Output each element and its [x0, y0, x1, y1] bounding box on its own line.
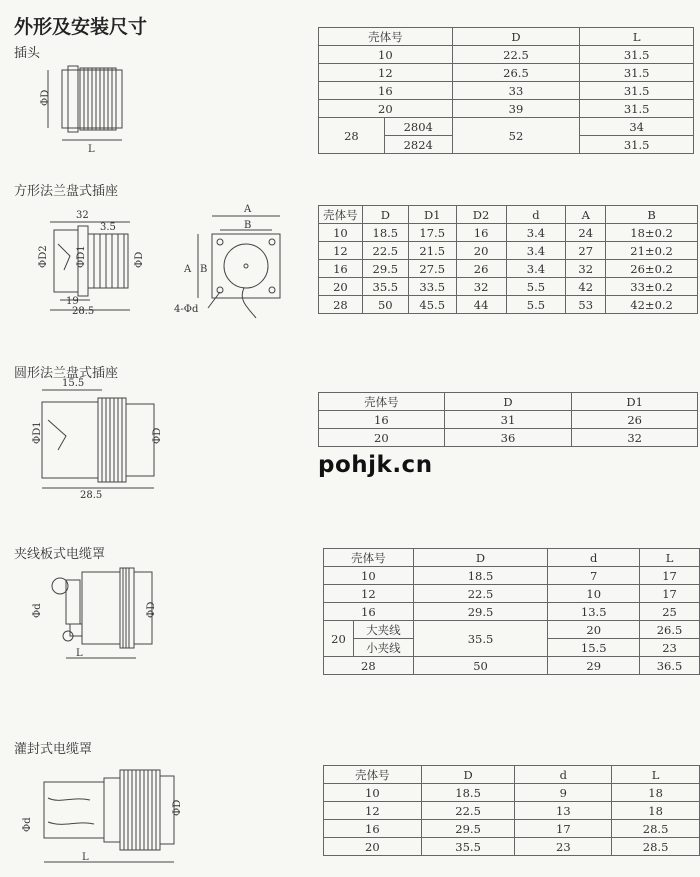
- table-cell: 25: [640, 603, 700, 621]
- section-label-square-socket: 方形法兰盘式插座: [14, 184, 119, 199]
- table-cell: 29.5: [421, 820, 515, 838]
- table-cell: 26: [572, 411, 698, 429]
- table-cell: D1: [408, 206, 456, 224]
- table-cell: 36.5: [640, 657, 700, 675]
- table-row: [324, 784, 700, 802]
- table-cell: 18.5: [413, 567, 548, 585]
- table-cell: 28: [319, 296, 363, 314]
- table-cell: D: [413, 549, 548, 567]
- table-cell: 34: [580, 118, 694, 136]
- table-cell: 12: [319, 64, 453, 82]
- table-header-row: [324, 766, 700, 784]
- table-cell: 12: [324, 802, 422, 820]
- table-cell: 26±0.2: [606, 260, 698, 278]
- table-cell: 52: [452, 118, 580, 154]
- table-row: [324, 585, 700, 603]
- table-cell: 31.5: [580, 100, 694, 118]
- table-cell: 壳体号: [319, 393, 445, 411]
- dim-dd: ΦD: [146, 601, 157, 618]
- square-socket-front-drawing: [172, 200, 292, 325]
- table-cell: 18: [612, 784, 700, 802]
- table-cell: 50: [362, 296, 408, 314]
- table-cell: 31.5: [580, 136, 694, 154]
- dim-b-top: B: [244, 220, 252, 231]
- dim-dd: ΦD: [172, 799, 183, 816]
- table-cell: 18: [612, 802, 700, 820]
- dim-d1: ΦD1: [32, 421, 43, 444]
- table-cell: 32: [572, 429, 698, 447]
- table-row: [324, 621, 700, 639]
- table-cell: 16: [324, 603, 414, 621]
- table-cell: 53: [566, 296, 606, 314]
- dim-d: ΦD: [152, 427, 163, 444]
- table-cell: 17.5: [408, 224, 456, 242]
- table-cell: 33±0.2: [606, 278, 698, 296]
- table-cell: D: [362, 206, 408, 224]
- dim-holes: 4-Φd: [174, 304, 199, 315]
- table-cell: B: [606, 206, 698, 224]
- table-cell: 22.5: [362, 242, 408, 260]
- table-cell: 28: [319, 118, 385, 154]
- page-title: 外形及安装尺寸: [14, 16, 148, 38]
- table-cell: 28.5: [612, 820, 700, 838]
- table-cell: 3.4: [506, 260, 566, 278]
- round-socket-drawing: [22, 376, 182, 501]
- plug-dim-d: ΦD: [40, 89, 51, 106]
- table-cell: A: [566, 206, 606, 224]
- table-cell: 3.4: [506, 242, 566, 260]
- table-cell: 7: [548, 567, 640, 585]
- table-cell: 35.5: [421, 838, 515, 856]
- dim-a-side: A: [184, 264, 192, 275]
- square-socket-side-drawing: [30, 200, 160, 325]
- dim-d: Φd: [22, 817, 33, 832]
- dim-b-side: B: [200, 264, 208, 275]
- table-cell: 20: [324, 621, 354, 657]
- dim-d: ΦD: [134, 251, 145, 268]
- table-cell: 50: [413, 657, 548, 675]
- table-cell: 壳体号: [324, 549, 414, 567]
- table-cell: 28.5: [612, 838, 700, 856]
- potted-cover-table: [323, 765, 700, 856]
- table-row: [319, 118, 694, 136]
- table-cell: 31.5: [580, 46, 694, 64]
- table-cell: 壳体号: [319, 206, 363, 224]
- clamp-cover-drawing: [26, 562, 166, 672]
- table-row: [324, 838, 700, 856]
- header-cell: L: [580, 28, 694, 46]
- table-header-row: [319, 393, 698, 411]
- table-cell: 16: [324, 820, 422, 838]
- table-row: [324, 820, 700, 838]
- table-cell: D2: [456, 206, 506, 224]
- table-cell: 13.5: [548, 603, 640, 621]
- table-cell: 3.4: [506, 224, 566, 242]
- table-row: [319, 296, 698, 314]
- table-cell: 32: [456, 278, 506, 296]
- table-row: [319, 429, 698, 447]
- plug-drawing: [30, 60, 160, 155]
- table-row: [324, 567, 700, 585]
- table-cell: d: [548, 549, 640, 567]
- table-row: [319, 64, 694, 82]
- table-cell: 16: [456, 224, 506, 242]
- table-cell: 35.5: [413, 621, 548, 657]
- table-row: [324, 603, 700, 621]
- table-cell: 16: [319, 260, 363, 278]
- round-socket-table: [318, 392, 698, 447]
- dim-a-top: A: [244, 204, 252, 215]
- table-cell: 39: [452, 100, 580, 118]
- plug-dim-l: L: [88, 144, 95, 155]
- dim-28-5: 28.5: [80, 490, 103, 501]
- table-cell: 5.5: [506, 278, 566, 296]
- table-cell: 42±0.2: [606, 296, 698, 314]
- table-cell: 20: [456, 242, 506, 260]
- table-header-row: [324, 549, 700, 567]
- table-cell: 24: [566, 224, 606, 242]
- table-cell: 45.5: [408, 296, 456, 314]
- table-cell: 31.5: [580, 64, 694, 82]
- table-row: [319, 260, 698, 278]
- table-row: [324, 802, 700, 820]
- table-cell: 5.5: [506, 296, 566, 314]
- table-cell: 22.5: [452, 46, 580, 64]
- table-cell: 10: [548, 585, 640, 603]
- plug-table: [318, 27, 694, 154]
- table-cell: 18±0.2: [606, 224, 698, 242]
- table-cell: 20: [319, 429, 445, 447]
- dim-3-5: 3.5: [100, 222, 116, 233]
- table-cell: 21.5: [408, 242, 456, 260]
- watermark: pohjk.cn: [318, 452, 433, 478]
- dim-d: Φd: [32, 603, 43, 618]
- table-row: [324, 657, 700, 675]
- dim-l: L: [82, 852, 89, 863]
- table-cell: 10: [319, 46, 453, 64]
- table-cell: 17: [515, 820, 612, 838]
- table-cell: D1: [572, 393, 698, 411]
- table-cell: 29.5: [413, 603, 548, 621]
- table-cell: 大夹线: [353, 621, 413, 639]
- table-row: [319, 82, 694, 100]
- table-cell: 9: [515, 784, 612, 802]
- table-cell: 33: [452, 82, 580, 100]
- table-cell: 29.5: [362, 260, 408, 278]
- table-cell: 2804: [384, 118, 452, 136]
- section-label-round-socket: 圆形法兰盘式插座: [14, 366, 119, 381]
- header-cell: D: [452, 28, 580, 46]
- table-cell: 31.5: [580, 82, 694, 100]
- table-cell: 44: [456, 296, 506, 314]
- table-row: [319, 242, 698, 260]
- table-cell: 20: [548, 621, 640, 639]
- dim-d2: ΦD2: [38, 245, 49, 268]
- table-cell: D: [444, 393, 572, 411]
- table-cell: D: [421, 766, 515, 784]
- table-cell: 23: [515, 838, 612, 856]
- table-cell: 20: [319, 278, 363, 296]
- square-socket-table: [318, 205, 698, 314]
- table-cell: 27.5: [408, 260, 456, 278]
- dim-15-5: 15.5: [62, 378, 85, 389]
- dim-l: L: [76, 648, 83, 659]
- table-cell: 17: [640, 567, 700, 585]
- table-cell: 36: [444, 429, 572, 447]
- dim-d1: ΦD1: [76, 245, 87, 268]
- table-cell: 27: [566, 242, 606, 260]
- table-cell: 33.5: [408, 278, 456, 296]
- table-cell: 26: [456, 260, 506, 278]
- table-row: [319, 224, 698, 242]
- table-row: [319, 46, 694, 64]
- section-label-clamp-cover: 夹线板式电缆罩: [14, 547, 106, 562]
- table-cell: 20: [324, 838, 422, 856]
- table-cell: L: [612, 766, 700, 784]
- table-cell: 26.5: [452, 64, 580, 82]
- table-cell: 16: [319, 411, 445, 429]
- table-cell: 壳体号: [324, 766, 422, 784]
- table-row: [319, 100, 694, 118]
- table-row: [319, 411, 698, 429]
- table-cell: 18.5: [362, 224, 408, 242]
- table-cell: d: [506, 206, 566, 224]
- table-cell: 15.5: [548, 639, 640, 657]
- dim-32: 32: [76, 210, 89, 221]
- table-cell: 12: [324, 585, 414, 603]
- table-cell: 17: [640, 585, 700, 603]
- table-cell: 29: [548, 657, 640, 675]
- table-cell: 10: [324, 567, 414, 585]
- table-cell: 小夹线: [353, 639, 413, 657]
- table-cell: 28: [324, 657, 414, 675]
- table-cell: 35.5: [362, 278, 408, 296]
- clamp-cover-table: [323, 548, 700, 675]
- header-cell: 壳体号: [319, 28, 453, 46]
- dim-28-5: 28.5: [72, 306, 95, 317]
- dim-19: 19: [66, 296, 79, 307]
- table-cell: 20: [319, 100, 453, 118]
- table-row: [319, 278, 698, 296]
- table-cell: 23: [640, 639, 700, 657]
- table-cell: 18.5: [421, 784, 515, 802]
- table-cell: 42: [566, 278, 606, 296]
- table-cell: 26.5: [640, 621, 700, 639]
- table-cell: 22.5: [413, 585, 548, 603]
- table-cell: 13: [515, 802, 612, 820]
- table-cell: d: [515, 766, 612, 784]
- table-cell: 31: [444, 411, 572, 429]
- table-cell: 16: [319, 82, 453, 100]
- table-cell: 10: [319, 224, 363, 242]
- table-cell: 10: [324, 784, 422, 802]
- table-cell: L: [640, 549, 700, 567]
- table-header-row: [319, 206, 698, 224]
- table-cell: 12: [319, 242, 363, 260]
- section-label-plug: 插头: [14, 46, 41, 61]
- table-cell: 32: [566, 260, 606, 278]
- table-cell: 21±0.2: [606, 242, 698, 260]
- potted-cover-drawing: [20, 758, 190, 870]
- table-cell: 22.5: [421, 802, 515, 820]
- table-cell: 2824: [384, 136, 452, 154]
- section-label-potted-cover: 灌封式电缆罩: [14, 742, 93, 757]
- table-header-row: [319, 28, 694, 46]
